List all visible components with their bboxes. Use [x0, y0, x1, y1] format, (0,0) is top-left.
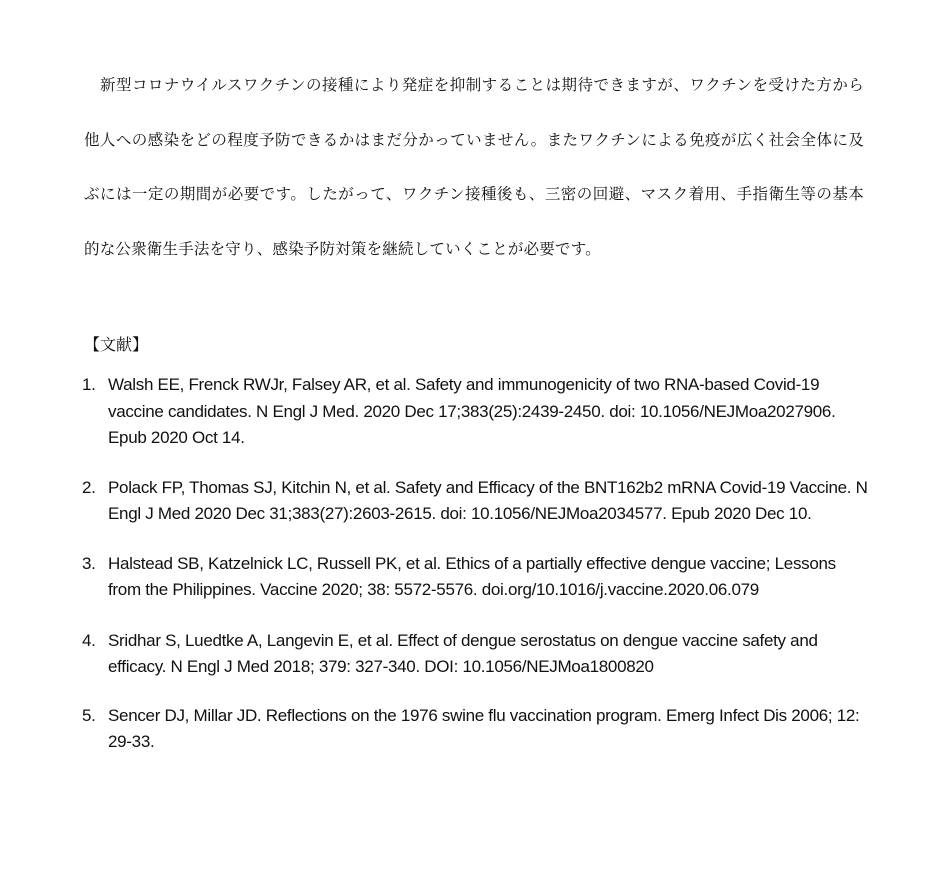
reference-text: Polack FP, Thomas SJ, Kitchin N, et al. Safety and Efficacy of the BNT162b2 mRNA Covid-19 Vaccine. N Engl J Med 2020 Dec 31;383(27):2603-2615. doi: 10.1056/NEJMoa2034577. Epub 2020 Dec 10.: [108, 477, 868, 523]
body-paragraph: 新型コロナウイルスワクチンの接種により発症を抑制することは期待できますが、ワクチンを受けた方から他人への感染をどの程度予防できるかはまだ分かっていません。またワクチンによる免疫が広く社会全体に及ぶには一定の期間が必要です。したがって、ワクチン接種後も、三密の回避、マスク着用、手指衛生等の基本的な公衆衛生手法を守り、感染予防対策を継続していくことが必要です。: [84, 76, 864, 258]
reference-list: [82, 372, 872, 779]
reference-item: [82, 628, 872, 681]
reference-item: [82, 475, 872, 528]
reference-text: Sencer DJ, Millar JD. Reflections on the 1976 swine flu vaccination program. Emerg Infect Dis 2006; 12: 29-33.: [108, 705, 860, 751]
reference-number: 3.: [82, 553, 96, 573]
reference-number: 5.: [82, 705, 96, 725]
reference-text: Halstead SB, Katzelnick LC, Russell PK, et al. Ethics of a partially effective dengue vaccine; Lessons from the Philippines. Vaccine 2020; 38: 5572-5576. doi.org/10.1016/j.vaccine.2020.06.079: [108, 553, 836, 599]
reference-item: [82, 372, 872, 452]
reference-number: 4.: [82, 630, 96, 650]
reference-number: 2.: [82, 477, 96, 497]
reference-number: 1.: [82, 375, 96, 394]
reference-item: [82, 551, 872, 604]
reference-text: Sridhar S, Luedtke A, Langevin E, et al. Effect of dengue serostatus on dengue vaccine safety and efficacy. N Engl J Med 2018; 379: 327-340. DOI: 10.1056/NEJMoa1800820: [108, 630, 818, 676]
reference-item: [82, 703, 872, 756]
reference-text: Walsh EE, Frenck RWJr, Falsey AR, et al. Safety and immunogenicity of two RNA-based Covid-19 vaccine candidates. N Engl J Med. 2020 Dec 17;383(25):2439-2450. doi: 10.1056/NEJMoa2027906. Epub 2020 Oct 14.: [108, 375, 836, 447]
references-heading: 【文献】: [84, 335, 149, 354]
